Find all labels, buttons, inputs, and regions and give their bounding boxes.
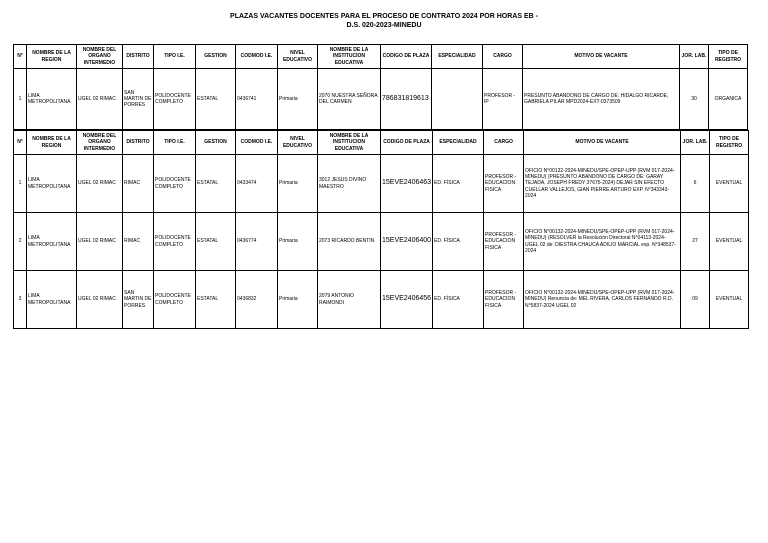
table-cell: 786831819613 — [381, 69, 432, 130]
table-cell: SAN MARTIN DE PORRES — [123, 271, 154, 329]
column-header: MOTIVO DE VACANTE — [524, 131, 681, 155]
column-header: TIPO DE REGISTRO — [710, 131, 749, 155]
column-header: GESTION — [196, 45, 236, 69]
table-cell: RIMAC — [123, 213, 154, 271]
table-cell: ESTATAL — [196, 155, 236, 213]
document-title — [0, 12, 768, 30]
vacancies-table-eventual — [13, 130, 749, 329]
column-header: NOMBRE DEL ORGANO INTERMEDIO — [77, 131, 123, 155]
table-cell: ESTATAL — [196, 69, 236, 130]
table-cell: 3012 JESUS DIVINO MAESTRO — [318, 155, 381, 213]
title-line-1: PLAZAS VACANTES DOCENTES PARA EL PROCESO DE CONTRATO 2024 POR HORAS EB - — [230, 13, 538, 20]
table-cell: Primaria — [278, 69, 318, 130]
column-header: MOTIVO DE VACANTE — [523, 45, 680, 69]
table-cell: PROFESOR - IP — [483, 69, 523, 130]
table-cell: POLIDOCENTE COMPLETO — [154, 213, 196, 271]
table-cell: 1 — [14, 155, 27, 213]
table-cell — [432, 69, 483, 130]
table-cell: EVENTUAL — [710, 271, 749, 329]
table-cell: UGEL 02 RIMAC — [77, 271, 123, 329]
table-cell: UGEL 02 RIMAC — [77, 155, 123, 213]
column-header: N° — [14, 45, 27, 69]
table-cell: Primaria — [278, 155, 318, 213]
column-header: NOMBRE DE LA REGION — [27, 45, 77, 69]
column-header: NOMBRE DE LA INSTITUCION EDUCATIVA — [318, 45, 381, 69]
column-header: NOMBRE DEL ORGANO INTERMEDIO — [77, 45, 123, 69]
column-header: NOMBRE DE LA INSTITUCION EDUCATIVA — [318, 131, 381, 155]
table-cell: 0436832 — [236, 271, 278, 329]
table-cell: 1 — [14, 69, 27, 130]
table-cell: UGEL 02 RIMAC — [77, 69, 123, 130]
column-header: TIPO I.E. — [154, 131, 196, 155]
table-cell: PROFESOR - EDUCACION FISICA — [484, 155, 524, 213]
table-cell: EVENTUAL — [710, 213, 749, 271]
title-line-2: D.S. 020-2023-MINEDU — [346, 22, 422, 29]
table-cell: Primaria — [278, 271, 318, 329]
table-cell: 2073 RICARDO BENTIN — [318, 213, 381, 271]
table-cell: ESTATAL — [196, 271, 236, 329]
table-cell: POLIDOCENTE COMPLETO — [154, 69, 196, 130]
table-cell: RIMAC — [123, 155, 154, 213]
column-header: DISTRITO — [123, 131, 154, 155]
table-cell: Primaria — [278, 213, 318, 271]
column-header: NIVEL EDUCATIVO — [278, 131, 318, 155]
table-row — [14, 69, 748, 130]
table-cell: PROFESOR - EDUCACION FISICA — [484, 213, 524, 271]
table-cell: ED. FÍSICA — [433, 155, 484, 213]
table-header-row — [14, 45, 748, 69]
table-row — [14, 271, 749, 329]
table-cell: ESTATAL — [196, 213, 236, 271]
table-cell: 0436774 — [236, 213, 278, 271]
table-cell: 09 — [681, 271, 710, 329]
column-header: ESPECIALIDAD — [432, 45, 483, 69]
table-cell: POLIDOCENTE COMPLETO — [154, 155, 196, 213]
column-header: NIVEL EDUCATIVO — [278, 45, 318, 69]
table-cell: 6 — [681, 155, 710, 213]
table-cell: 15EVE2406400 — [381, 213, 433, 271]
table-cell: PRESUNTO ABANDONO DE CARGO DE: HIDALGO RICARDE, GABRIELA PILAR MPD2024-EXT-0373509 — [523, 69, 680, 130]
table-cell: 2 — [14, 213, 27, 271]
table-header-row — [14, 131, 749, 155]
column-header: CODIGO DE PLAZA — [381, 45, 432, 69]
column-header: DISTRITO — [123, 45, 154, 69]
table-cell: 3 — [14, 271, 27, 329]
table-cell: 15EVE2406456 — [381, 271, 433, 329]
table-cell: 0436741 — [236, 69, 278, 130]
table-cell: ED. FÍSICA — [433, 213, 484, 271]
table-cell: 30 — [680, 69, 709, 130]
table-cell: ORGANICA — [709, 69, 748, 130]
table-cell: 27 — [681, 213, 710, 271]
table-cell: LIMA METROPOLITANA — [27, 271, 77, 329]
column-header: CARGO — [483, 45, 523, 69]
table-cell: 2079 ANTONIO RAIMONDI — [318, 271, 381, 329]
table-cell: ED. FÍSICA — [433, 271, 484, 329]
table-row — [14, 155, 749, 213]
column-header: TIPO I.E. — [154, 45, 196, 69]
table-cell: OFICIO N°00132-2024-MINEDU/SPE-OPEP-UPP (RVM 017-2024-MINEDU) (PRESUNTO ABANDONO DE CARGO DE: GARAY TEJADA, JOSEPH FREDY 37675-2024) DEJAR SIN EFECTO CUELLAR VALLEJOS, GIAN PIERRE ARTURO EXP. N°343343-2024 — [524, 155, 681, 213]
table-cell: UGEL 02 RIMAC — [77, 213, 123, 271]
table-cell: OFICIO N°00132-2024-MINEDU/SPE-OPEP-UPP (RVM 017-2024-MINEDU) (RESOLVER la Resolución Directoral N°04113-2024-UGEL 02 de: DIESTRA CHAUCA ADILIO MARCIAL exp. N°348537-2024 — [524, 213, 681, 271]
table-cell: LIMA METROPOLITANA — [27, 213, 77, 271]
column-header: GESTION — [196, 131, 236, 155]
table-row — [14, 213, 749, 271]
column-header: CODMOD I.E. — [236, 45, 278, 69]
table-cell: 0433474 — [236, 155, 278, 213]
table-cell: LIMA METROPOLITANA — [27, 155, 77, 213]
column-header: JOR. LAB. — [681, 131, 710, 155]
vacancies-table-organic — [13, 44, 748, 130]
column-header: ESPECIALIDAD — [433, 131, 484, 155]
column-header: CARGO — [484, 131, 524, 155]
table-cell: OFICIO N°00132-2024-MINEDU/SPE-OPEP-UPP (RVM 017-2024-MINEDU) Renuncia de: MEL RIVERA, CARLOS FERNANDO R.D. N°5837-2024 UGEL 02 — [524, 271, 681, 329]
table-cell: 2070 NUESTRA SEÑORA DEL CARMEN — [318, 69, 381, 130]
column-header: NOMBRE DE LA REGION — [27, 131, 77, 155]
table-cell: LIMA METROPOLITANA — [27, 69, 77, 130]
column-header: N° — [14, 131, 27, 155]
table-cell: POLIDOCENTE COMPLETO — [154, 271, 196, 329]
table-cell: PROFESOR - EDUCACION FISICA — [484, 271, 524, 329]
table-cell: SAN MARTIN DE PORRES — [123, 69, 154, 130]
column-header: JOR. LAB. — [680, 45, 709, 69]
table-cell: 15EVE2406463 — [381, 155, 433, 213]
column-header: CODMOD I.E. — [236, 131, 278, 155]
table-cell: EVENTUAL — [710, 155, 749, 213]
column-header: TIPO DE REGISTRO — [709, 45, 748, 69]
column-header: CODIGO DE PLAZA — [381, 131, 433, 155]
